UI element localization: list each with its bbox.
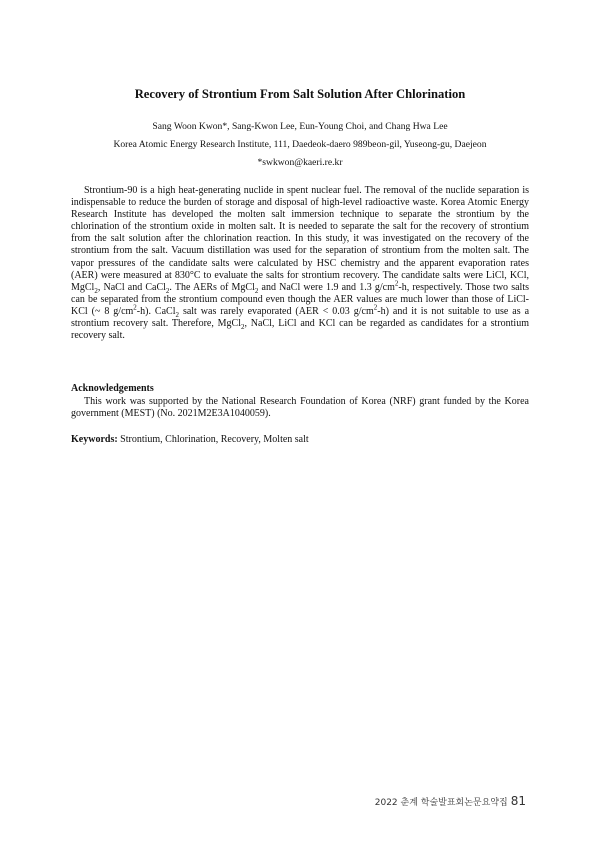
- subscript: 2: [175, 310, 179, 319]
- subscript: 2: [241, 323, 245, 332]
- footer-running-text: 2022 춘계 학술발표회논문요약집: [374, 798, 508, 808]
- abstract-text: -h). CaCl: [136, 305, 176, 317]
- acknowledgements-text: This work was supported by the National Research Foundation of Korea (NRF) grant funded by the Korea government (MEST) (No. 2021M2E3A1040059).: [71, 396, 529, 420]
- acknowledgements-heading: Acknowledgements: [71, 383, 154, 394]
- keywords-label: Keywords:: [71, 434, 118, 445]
- corresponding-email: *swkwon@kaeri.re.kr: [257, 157, 343, 168]
- abstract-text: , NaCl, LiCl and KCl can be regarded as candidates for a strontium recovery salt.: [71, 318, 529, 342]
- superscript: 2: [133, 303, 137, 312]
- page-footer: [375, 794, 526, 808]
- abstract-paragraph: [71, 185, 529, 342]
- page-number: 81: [510, 794, 526, 808]
- abstract-text: salt was rarely evaporated (AER < 0.03 g/cm: [178, 305, 374, 317]
- keywords-text: Strontium, Chlorination, Recovery, Molten salt: [120, 434, 309, 445]
- affiliation: Korea Atomic Energy Research Institute, 111, Daedeok-daero 989beon-gil, Yuseong-gu, Daejeon: [113, 139, 487, 150]
- abstract-text: and NaCl were 1.9 and 1.3 g/cm: [258, 281, 395, 293]
- subscript: 2: [165, 286, 170, 295]
- author-list: Sang Woon Kwon*, Sang-Kwon Lee, Eun-Young Choi, and Chang Hwa Lee: [152, 121, 448, 132]
- superscript: 2: [394, 279, 399, 288]
- subscript: 2: [94, 286, 98, 295]
- superscript: 2: [373, 303, 378, 312]
- abstract-text: Strontium-90 is a high heat-generating nuclide in spent nuclear fuel. The removal of the nuclide separation is indispensable to reduce the burden of storage and disposal of high-level radioactive waste. Korea Atomic Energy Research Institute has developed the molten salt immersion technique to separate the strontium by the chlorination of the strontium oxide in molten salt. It is needed to separate the salt for the recovery of strontium from the salt solution after the chlorination reaction. In this study, it was investigated on the recovery of the strontium from the salt. Vacuum distillation was used for the separation of strontium from the molten salt. The vapor pressures of the candidate salts were calculated by HSC chemistry and the apparent evaporation rates (AER) were measured at 830°C to evaluate the salts for strontium recovery. The candidate salts were LiCl, KCl, MgCl: [71, 185, 529, 293]
- abstract-text: . The AERs of MgCl: [169, 281, 255, 293]
- keywords-line: [71, 434, 529, 445]
- abstract-text: -h, respectively. Those two salts can be separated from the strontium compound even though the AER values are much lower than those of LiCl-KCl (~ 8 g/cm: [71, 281, 529, 317]
- abstract-text: -h) and it is not suitable to use as a strontium recovery salt. Therefore, MgCl: [71, 305, 530, 330]
- paper-title: Recovery of Strontium From Salt Solution After Chlorination: [134, 87, 466, 101]
- subscript: 2: [254, 286, 259, 295]
- abstract-text: , NaCl and CaCl: [97, 281, 166, 293]
